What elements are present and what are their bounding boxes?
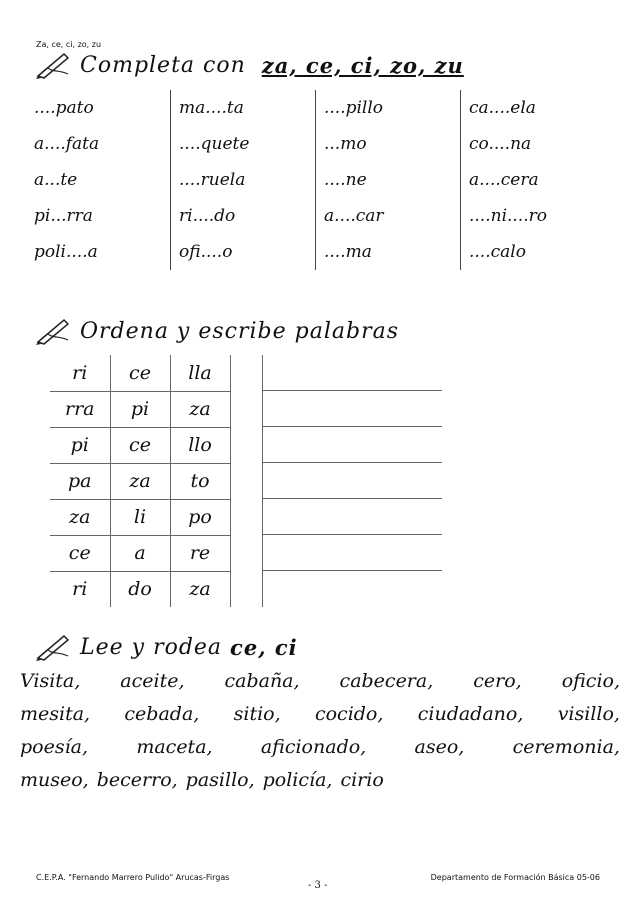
completa-grid — [26, 90, 606, 270]
syllable-cell: do — [110, 571, 170, 607]
completa-column — [26, 90, 171, 270]
syllable-cell: to — [170, 463, 230, 499]
reading-word[interactable]: policía, — [262, 769, 333, 791]
fill-in-word: ri....do — [179, 206, 236, 226]
fill-in-word: ....ni....ro — [469, 206, 547, 226]
fill-in-word: ....calo — [469, 242, 526, 262]
completa-title: Completa con — [80, 52, 246, 78]
footer-department: Departamento de Formación Básica 05-06 — [430, 873, 600, 882]
syllable-cell: pa — [50, 463, 110, 499]
completa-column — [461, 90, 606, 270]
page-number: - 3 - — [308, 880, 328, 891]
fill-in-word: ma....ta — [179, 98, 244, 118]
syllable-row — [50, 571, 230, 607]
reading-word[interactable]: museo, — [20, 769, 89, 791]
fill-in-word: ....ruela — [179, 170, 246, 190]
answer-line[interactable] — [263, 355, 442, 391]
reading-word[interactable]: aseo, — [414, 736, 465, 758]
syllable-cell: pi — [110, 391, 170, 427]
fill-in-word: poli....a — [34, 242, 98, 262]
syllable-cell: za — [170, 571, 230, 607]
fill-in-word: co....na — [469, 134, 532, 154]
lee-heading — [34, 632, 298, 662]
ordena-title: Ordena y escribe palabras — [80, 318, 399, 344]
syllable-cell: za — [110, 463, 170, 499]
syllable-cell: ce — [50, 535, 110, 571]
fill-in-word: a....car — [324, 206, 384, 226]
syllable-cell: za — [170, 391, 230, 427]
pen-icon — [34, 316, 72, 346]
fill-in-word: a...te — [34, 170, 78, 190]
syllable-cell: za — [50, 499, 110, 535]
syllable-cell: re — [170, 535, 230, 571]
syllable-cell: pi — [50, 427, 110, 463]
reading-word[interactable]: poesía, — [20, 736, 89, 758]
syllable-cell: li — [110, 499, 170, 535]
answer-line[interactable] — [263, 463, 442, 499]
pen-icon — [34, 632, 72, 662]
fill-in-word: ....pato — [34, 98, 94, 118]
syllable-cell: po — [170, 499, 230, 535]
reading-word[interactable]: cabaña, — [224, 670, 300, 692]
syllable-row — [50, 499, 230, 535]
fill-in-word: a....cera — [469, 170, 539, 190]
syllable-row — [50, 427, 230, 463]
syllable-cell: ri — [50, 571, 110, 607]
reading-word[interactable]: ciudadano, — [417, 703, 524, 725]
syllable-cell: ce — [110, 355, 170, 391]
reading-word[interactable]: becerro, — [96, 769, 178, 791]
completa-syllables: za, ce, ci, zo, zu — [261, 52, 464, 78]
fill-in-word: ...mo — [324, 134, 367, 154]
fill-in-word: ....pillo — [324, 98, 384, 118]
reading-line — [20, 665, 620, 698]
reading-line — [20, 698, 620, 731]
answer-line[interactable] — [263, 427, 442, 463]
lee-title: Lee y rodea — [80, 634, 223, 660]
answer-lines — [262, 355, 442, 607]
reading-word[interactable]: maceta, — [136, 736, 213, 758]
syllable-cell: ri — [50, 355, 110, 391]
completa-heading — [34, 50, 464, 80]
syllable-row — [50, 463, 230, 499]
reading-word[interactable]: cabecera, — [339, 670, 434, 692]
reading-word[interactable]: ceremonia, — [512, 736, 620, 758]
reading-word-list — [20, 665, 620, 797]
fill-in-word: ....ne — [324, 170, 367, 190]
fill-in-word: ca....ela — [469, 98, 536, 118]
fill-in-word: ofi....o — [179, 242, 233, 262]
syllable-cell: rra — [50, 391, 110, 427]
reading-word[interactable]: pasillo, — [185, 769, 255, 791]
reading-word[interactable]: oficio, — [561, 670, 620, 692]
reading-word[interactable]: visillo, — [557, 703, 620, 725]
reading-word[interactable]: cebada, — [124, 703, 200, 725]
syllable-table — [50, 355, 231, 607]
fill-in-word: ....ma — [324, 242, 372, 262]
syllable-row — [50, 391, 230, 427]
pen-icon — [34, 50, 72, 80]
reading-line — [20, 764, 620, 797]
footer-school: C.E.P.A. "Fernando Marrero Pulido" Arucas-Firgas — [36, 873, 230, 882]
syllable-row — [50, 535, 230, 571]
completa-column — [171, 90, 316, 270]
answer-line[interactable] — [263, 499, 442, 535]
syllable-cell: ce — [110, 427, 170, 463]
reading-word[interactable]: cirio — [340, 769, 384, 791]
reading-line — [20, 731, 620, 764]
answer-line[interactable] — [263, 571, 442, 607]
syllable-cell: lla — [170, 355, 230, 391]
worksheet-topic-label: Za, ce, ci, zo, zu — [36, 40, 102, 49]
answer-line[interactable] — [263, 391, 442, 427]
reading-word[interactable]: Visita, — [20, 670, 81, 692]
fill-in-word: ....quete — [179, 134, 250, 154]
completa-column — [316, 90, 461, 270]
lee-syllables: ce, ci — [230, 634, 298, 660]
reading-word[interactable]: mesita, — [20, 703, 91, 725]
syllable-cell: llo — [170, 427, 230, 463]
answer-line[interactable] — [263, 535, 442, 571]
ordena-heading — [34, 316, 399, 346]
syllable-cell: a — [110, 535, 170, 571]
syllable-row — [50, 355, 230, 391]
reading-word[interactable]: aficionado, — [260, 736, 367, 758]
reading-word[interactable]: cocido, — [314, 703, 384, 725]
reading-word[interactable]: cero, — [473, 670, 522, 692]
reading-word[interactable]: aceite, — [120, 670, 185, 692]
fill-in-word: pi...rra — [34, 206, 93, 226]
reading-word[interactable]: sitio, — [233, 703, 281, 725]
fill-in-word: a....fata — [34, 134, 100, 154]
